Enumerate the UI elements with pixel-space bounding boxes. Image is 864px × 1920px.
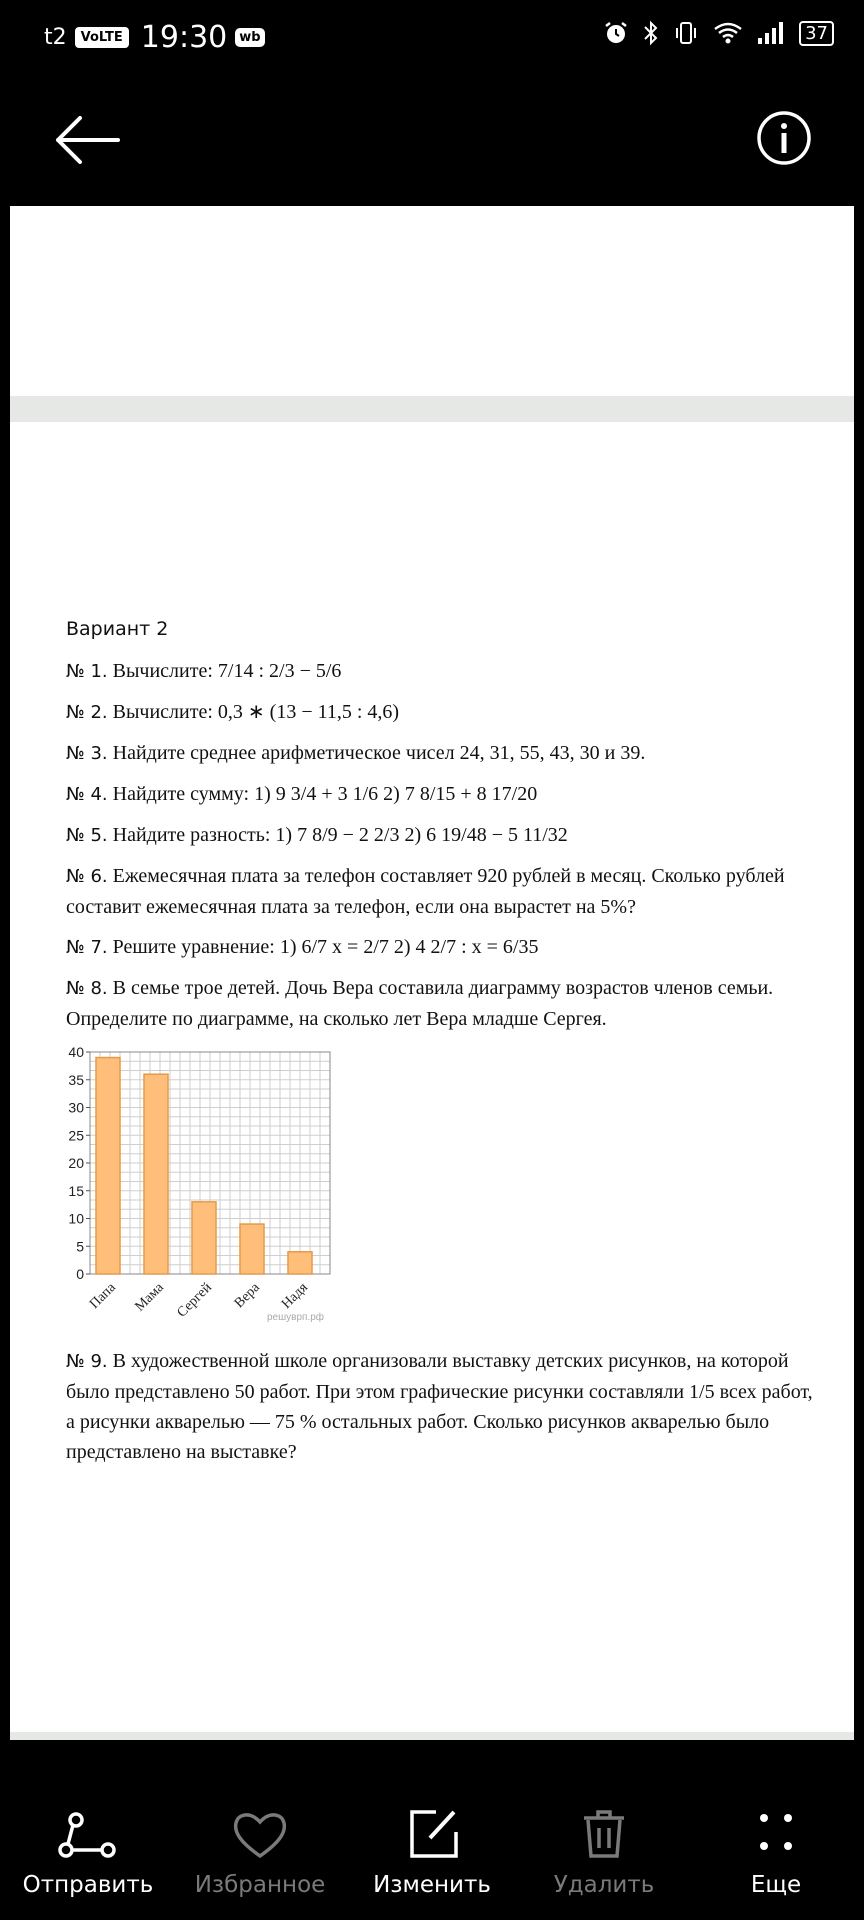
bar-1 — [144, 1074, 168, 1274]
task-1: № 1. Вычислите: 7/14 : 2/3 − 5/6 — [66, 660, 342, 682]
share-label: Отправить — [22, 1872, 154, 1898]
y-tick-label: 35 — [68, 1071, 84, 1088]
more-button[interactable] — [690, 1806, 862, 1916]
y-tick-label: 30 — [68, 1099, 84, 1116]
y-tick-label: 5 — [76, 1238, 84, 1255]
delete-label: Удалить — [553, 1872, 655, 1898]
y-tick-label: 25 — [68, 1127, 84, 1144]
document-content — [66, 618, 826, 1477]
delete-button[interactable] — [518, 1806, 690, 1916]
bottom-action-bar — [0, 1786, 864, 1920]
bar-4 — [288, 1252, 312, 1274]
app-badge: wb — [235, 28, 264, 47]
task-text: В художественной школе организовали выставку детских рисунков, на которой было представлено 50 работ. При этом графические рисунки составляли 1/5 всех работ, а рисунки акварелью — 75 % остальных работ. Сколько рисунков акварелью было представлено на выставке? — [66, 1350, 813, 1463]
status-right — [603, 20, 834, 46]
document-image — [10, 206, 854, 1740]
task-text: Найдите среднее арифметическое чисел 24, 31, 55, 43, 30 и 39. — [112, 742, 646, 764]
status-left — [44, 20, 265, 55]
back-button[interactable] — [52, 110, 120, 170]
wifi-icon — [713, 20, 743, 46]
task-8: № 8. В семье трое детей. Дочь Вера составила диаграмму возрастов членов семьи. Определите по диаграмме, на сколько лет Вера младше Сергея. — [66, 977, 774, 1030]
task-9: № 9. В художественной школе организовали выставку детских рисунков, на которой было представлено 50 работ. При этом графические рисунки составляли 1/5 всех работ, а рисунки акварелью — 75 % остальных работ. Сколько рисунков акварелью было представлено на выставке? — [66, 1350, 813, 1463]
trash-icon — [574, 1806, 634, 1862]
watermark: решуврп.рф — [266, 1312, 324, 1323]
edit-icon — [402, 1806, 462, 1862]
edit-label: Изменить — [373, 1872, 491, 1898]
task-text: Найдите разность: 1) 7 8/9 − 2 2/3 2) 6 19/48 − 5 11/32 — [112, 824, 568, 846]
task-6: № 6. Ежемесячная плата за телефон составляет 920 рублей в месяц. Сколько рублей составит ежемесячная плата за телефон, если она вырастет на 5%? — [66, 865, 785, 918]
y-tick-label: 10 — [68, 1210, 84, 1227]
task-text: Найдите сумму: 1) 9 3/4 + 3 1/6 2) 7 8/15 + 8 17/20 — [112, 783, 538, 805]
battery-icon: 37 — [799, 21, 834, 46]
heart-icon — [230, 1806, 290, 1862]
top-app-bar — [0, 72, 864, 206]
status-bar — [0, 0, 864, 72]
page-separator-bottom — [10, 1732, 854, 1740]
share-icon — [58, 1806, 118, 1862]
x-tick-label: Мама — [132, 1280, 167, 1315]
variant-title: Вариант 2 — [66, 618, 169, 640]
volte-badge: VoLTE — [75, 27, 129, 48]
clock: 19:30 — [140, 20, 228, 55]
y-tick-label: 15 — [68, 1182, 84, 1199]
task-text: Ежемесячная плата за телефон составляет 920 рублей в месяц. Сколько рублей составит ежемесячная плата за телефон, если она вырастет на 5%? — [66, 865, 785, 918]
task-2: № 2. Вычислите: 0,3 ∗ (13 − 11,5 : 4,6) — [66, 701, 400, 723]
x-tick-label: Сергей — [174, 1280, 215, 1321]
y-tick-label: 0 — [76, 1266, 84, 1282]
task-text: Вычислите: 0,3 ∗ (13 − 11,5 : 4,6) — [112, 701, 400, 723]
bar-0 — [96, 1058, 120, 1274]
task-4: № 4. Найдите сумму: 1) 9 3/4 + 3 1/6 2) 7 8/15 + 8 17/20 — [66, 783, 538, 805]
carrier-label: t2 — [44, 25, 67, 50]
y-tick-label: 40 — [68, 1044, 84, 1060]
age-bar-chart — [54, 1044, 354, 1334]
task-text: Решите уравнение: 1) 6/7 x = 2/7 2) 4 2/7 : x = 6/35 — [112, 936, 539, 958]
x-tick-label: Папа — [87, 1280, 119, 1312]
y-tick-label: 20 — [68, 1155, 84, 1171]
more-icon — [746, 1806, 806, 1862]
x-tick-label: Надя — [279, 1280, 311, 1312]
info-icon — [756, 110, 812, 166]
vibrate-icon — [673, 20, 699, 46]
task-text: Вычислите: 7/14 : 2/3 − 5/6 — [112, 660, 342, 682]
task-text: В семье трое детей. Дочь Вера составила диаграмму возрастов членов семьи. Определите по диаграмме, на сколько лет Вера младше Сергея. — [66, 977, 774, 1030]
bar-2 — [192, 1202, 216, 1274]
bluetooth-icon — [643, 20, 659, 46]
favorite-button[interactable] — [174, 1806, 346, 1916]
task-7: № 7. Решите уравнение: 1) 6/7 x = 2/7 2) 4 2/7 : x = 6/35 — [66, 936, 539, 958]
info-button[interactable] — [756, 110, 812, 166]
more-label: Еще — [750, 1872, 802, 1898]
arrow-left-icon — [52, 110, 120, 170]
signal-icon — [757, 20, 785, 46]
bar-3 — [240, 1224, 264, 1274]
page-separator — [10, 396, 854, 422]
share-button[interactable] — [2, 1806, 174, 1916]
alarm-icon — [603, 20, 629, 46]
task-5: № 5. Найдите разность: 1) 7 8/9 − 2 2/3 2) 6 19/48 − 5 11/32 — [66, 824, 568, 846]
x-tick-label: Вера — [231, 1280, 263, 1312]
edit-button[interactable] — [346, 1806, 518, 1916]
task-3: № 3. Найдите среднее арифметическое чисел 24, 31, 55, 43, 30 и 39. — [66, 742, 646, 764]
favorite-label: Избранное — [194, 1872, 326, 1898]
